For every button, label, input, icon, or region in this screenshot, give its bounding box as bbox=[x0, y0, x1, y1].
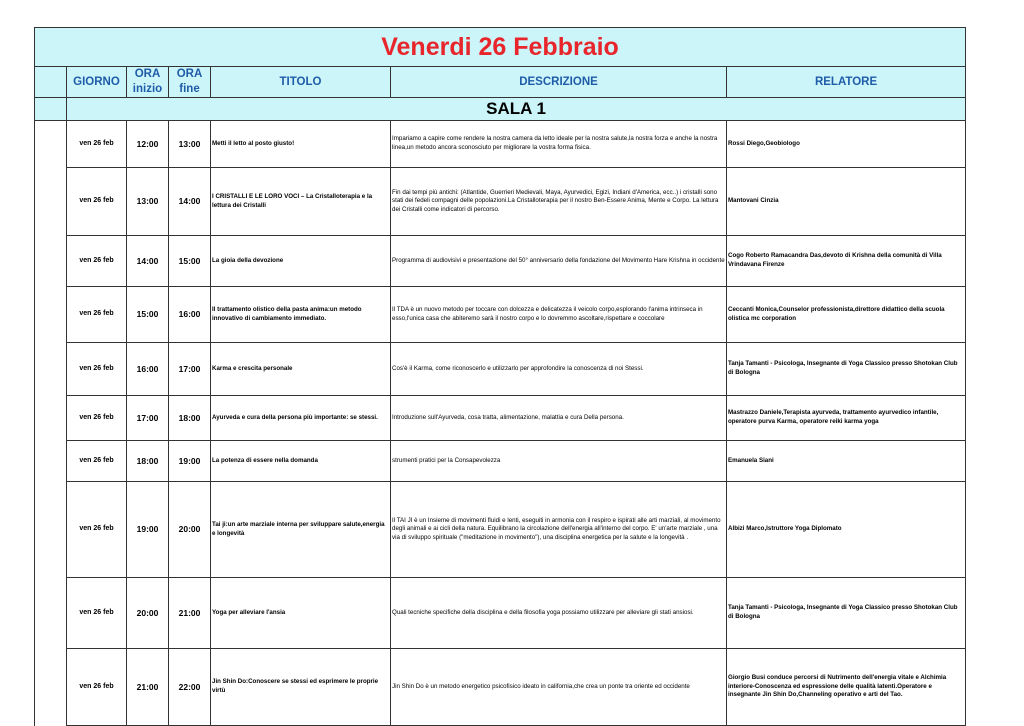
row-blank bbox=[35, 343, 67, 396]
cell-relatore: Tanja Tamanti - Psicologa, Insegnante di Yoga Classico presso Shotokan Club di Bologna bbox=[727, 343, 966, 396]
cell-ora-fine: 21:00 bbox=[169, 578, 211, 649]
header-descrizione: DESCRIZIONE bbox=[391, 67, 727, 98]
cell-ora-inizio: 17:00 bbox=[127, 396, 169, 441]
row-blank bbox=[35, 441, 67, 482]
cell-ora-fine: 20:00 bbox=[169, 482, 211, 578]
cell-descrizione: Quali tecniche specifiche della disciplina e della filosofia yoga possiamo utilizzare per alleviare gli stati ansiosi. bbox=[391, 578, 727, 649]
cell-descrizione: Jin Shin Do è un metodo energetico psicofisico ideato in california,che crea un ponte tra oriente ed occidente bbox=[391, 649, 727, 726]
cell-titolo: Jin Shin Do:Conoscere se stessi ed esprimere le proprie virtù bbox=[211, 649, 391, 726]
cell-relatore: Mastrazzo Daniele,Terapista ayurveda, trattamento ayurvedico infantile, operatore purva Karma, operatore reiki karma yoga bbox=[727, 396, 966, 441]
cell-titolo: I CRISTALLI E LE LORO VOCI – La Cristalloterapia e la lettura dei Cristalli bbox=[211, 168, 391, 236]
table-row bbox=[35, 441, 966, 482]
cell-giorno: ven 26 feb bbox=[67, 482, 127, 578]
cell-ora-inizio: 12:00 bbox=[127, 121, 169, 168]
cell-descrizione: Programma di audiovisivi e presentazione del 50° anniversario della fondazione del Movimento Hare Krishna in occidente bbox=[391, 236, 727, 287]
cell-ora-fine: 14:00 bbox=[169, 168, 211, 236]
cell-giorno: ven 26 feb bbox=[67, 287, 127, 343]
cell-relatore: Rossi Diego,Geobiologo bbox=[727, 121, 966, 168]
table-row bbox=[35, 649, 966, 726]
header-ora-inizio: ORA inizio bbox=[127, 67, 169, 98]
row-blank bbox=[35, 396, 67, 441]
cell-giorno: ven 26 feb bbox=[67, 121, 127, 168]
cell-ora-inizio: 21:00 bbox=[127, 649, 169, 726]
cell-ora-fine: 19:00 bbox=[169, 441, 211, 482]
header-relatore: RELATORE bbox=[727, 67, 966, 98]
cell-descrizione: strumenti pratici per la Consapevolezza bbox=[391, 441, 727, 482]
cell-giorno: ven 26 feb bbox=[67, 343, 127, 396]
table-row bbox=[35, 396, 966, 441]
schedule-table bbox=[34, 27, 966, 726]
cell-titolo: Karma e crescita personale bbox=[211, 343, 391, 396]
cell-titolo: La potenza di essere nella domanda bbox=[211, 441, 391, 482]
cell-ora-fine: 13:00 bbox=[169, 121, 211, 168]
cell-descrizione: Cos'è il Karma, come riconoscerlo e utilizzarlo per approfondire la conoscenza di noi Stessi. bbox=[391, 343, 727, 396]
cell-ora-inizio: 20:00 bbox=[127, 578, 169, 649]
table-row bbox=[35, 343, 966, 396]
cell-ora-fine: 17:00 bbox=[169, 343, 211, 396]
cell-relatore: Albizi Marco,Istruttore Yoga Diplomato bbox=[727, 482, 966, 578]
room-label: SALA 1 bbox=[67, 98, 966, 121]
row-blank bbox=[35, 649, 67, 726]
cell-relatore: Giorgio Busi conduce percorsi di Nutrimento dell'energia vitale e Alchimia interiore-Conoscenza ed espressione delle qualità latenti.Operatore e insegnante Jin Shin Do,Channeling operativo e arti del Tao. bbox=[727, 649, 966, 726]
table-row bbox=[35, 168, 966, 236]
page-title: Venerdi 26 Febbraio bbox=[35, 28, 966, 67]
table-row bbox=[35, 236, 966, 287]
cell-ora-inizio: 19:00 bbox=[127, 482, 169, 578]
cell-titolo: Tai ji:un arte marziale interna per sviluppare salute,energia e longevità bbox=[211, 482, 391, 578]
cell-relatore: Ceccanti Monica,Counselor professionista,direttore didattico della scuola olistica mc corporation bbox=[727, 287, 966, 343]
title-row bbox=[35, 28, 966, 67]
cell-descrizione: Impariamo a capire come rendere la nostra camera da letto ideale per la nostra salute,la nostra forza e anche la nostra linea,un metodo ancora sconosciuto per migliorare la vostra forma fisica. bbox=[391, 121, 727, 168]
cell-descrizione: Fin dai tempi più antichi: (Atlantide, Guerrieri Medievali, Maya, Ayurvedici, Egizi, Indiani d'America, ecc..) i cristalli sono stati dei fedeli compagni delle popolazioni.La Cristalloterapia per il nostro Ben-Essere Anima, Mente e Corpo. La lettura dei Cristalli come indicatori di percorso. bbox=[391, 168, 727, 236]
cell-titolo: Yoga per alleviare l'ansia bbox=[211, 578, 391, 649]
cell-ora-inizio: 16:00 bbox=[127, 343, 169, 396]
cell-ora-fine: 22:00 bbox=[169, 649, 211, 726]
table-row bbox=[35, 482, 966, 578]
row-blank bbox=[35, 578, 67, 649]
cell-ora-fine: 18:00 bbox=[169, 396, 211, 441]
cell-giorno: ven 26 feb bbox=[67, 578, 127, 649]
cell-giorno: ven 26 feb bbox=[67, 236, 127, 287]
cell-titolo: La gioia della devozione bbox=[211, 236, 391, 287]
row-blank bbox=[35, 121, 67, 168]
row-blank bbox=[35, 236, 67, 287]
table-row bbox=[35, 578, 966, 649]
table-row bbox=[35, 121, 966, 168]
row-blank bbox=[35, 168, 67, 236]
cell-giorno: ven 26 feb bbox=[67, 441, 127, 482]
cell-giorno: ven 26 feb bbox=[67, 168, 127, 236]
header-row bbox=[35, 67, 966, 98]
room-row bbox=[35, 98, 966, 121]
row-blank bbox=[35, 482, 67, 578]
cell-descrizione: Introduzione sull'Ayurveda, cosa tratta, alimentazione, malattia e cura Della persona. bbox=[391, 396, 727, 441]
cell-ora-inizio: 14:00 bbox=[127, 236, 169, 287]
cell-descrizione: Il TDA è un nuovo metodo per toccare con dolcezza e delicatezza il veicolo corpo,esplorando l'anima intrinseca in esso,l'unica casa che abiteremo sarà il nostro corpo e lo dovremmo ascoltare,rispettare e coccolare bbox=[391, 287, 727, 343]
cell-relatore: Mantovani Cinzia bbox=[727, 168, 966, 236]
cell-giorno: ven 26 feb bbox=[67, 396, 127, 441]
header-blank bbox=[35, 67, 67, 98]
header-ora-fine: ORA fine bbox=[169, 67, 211, 98]
cell-ora-inizio: 15:00 bbox=[127, 287, 169, 343]
header-giorno: GIORNO bbox=[67, 67, 127, 98]
cell-titolo: Ayurveda e cura della persona più importante: se stessi. bbox=[211, 396, 391, 441]
cell-giorno: ven 26 feb bbox=[67, 649, 127, 726]
cell-relatore: Tanja Tamanti - Psicologa, Insegnante di Yoga Classico presso Shotokan Club di Bologna bbox=[727, 578, 966, 649]
cell-titolo: Il trattamento olistico della pasta anima:un metodo innovativo di cambiamento immediato. bbox=[211, 287, 391, 343]
cell-descrizione: Il TAI JI è un Insieme di movimenti fluidi e lenti, eseguiti in armonia con il respiro e ispirati alle arti marziali, al movimento degli animali e ai cicli della natura. Equilibrano la circolazione dell'energia all'interno del corpo. E' un'arte marziale , una via di sviluppo spirituale ("meditazione in movimento"), una disciplina energetica per la salute e la longevità . bbox=[391, 482, 727, 578]
room-blank bbox=[35, 98, 67, 121]
cell-ora-fine: 15:00 bbox=[169, 236, 211, 287]
cell-ora-fine: 16:00 bbox=[169, 287, 211, 343]
cell-titolo: Metti il letto al posto giusto! bbox=[211, 121, 391, 168]
table-row bbox=[35, 287, 966, 343]
cell-ora-inizio: 18:00 bbox=[127, 441, 169, 482]
row-blank bbox=[35, 287, 67, 343]
cell-relatore: Emanuela Siani bbox=[727, 441, 966, 482]
cell-relatore: Cogo Roberto Ramacandra Das,devoto di Krishna della comunità di Villa Vrindavana Firenze bbox=[727, 236, 966, 287]
cell-ora-inizio: 13:00 bbox=[127, 168, 169, 236]
schedule-sheet bbox=[34, 27, 965, 726]
header-titolo: TITOLO bbox=[211, 67, 391, 98]
